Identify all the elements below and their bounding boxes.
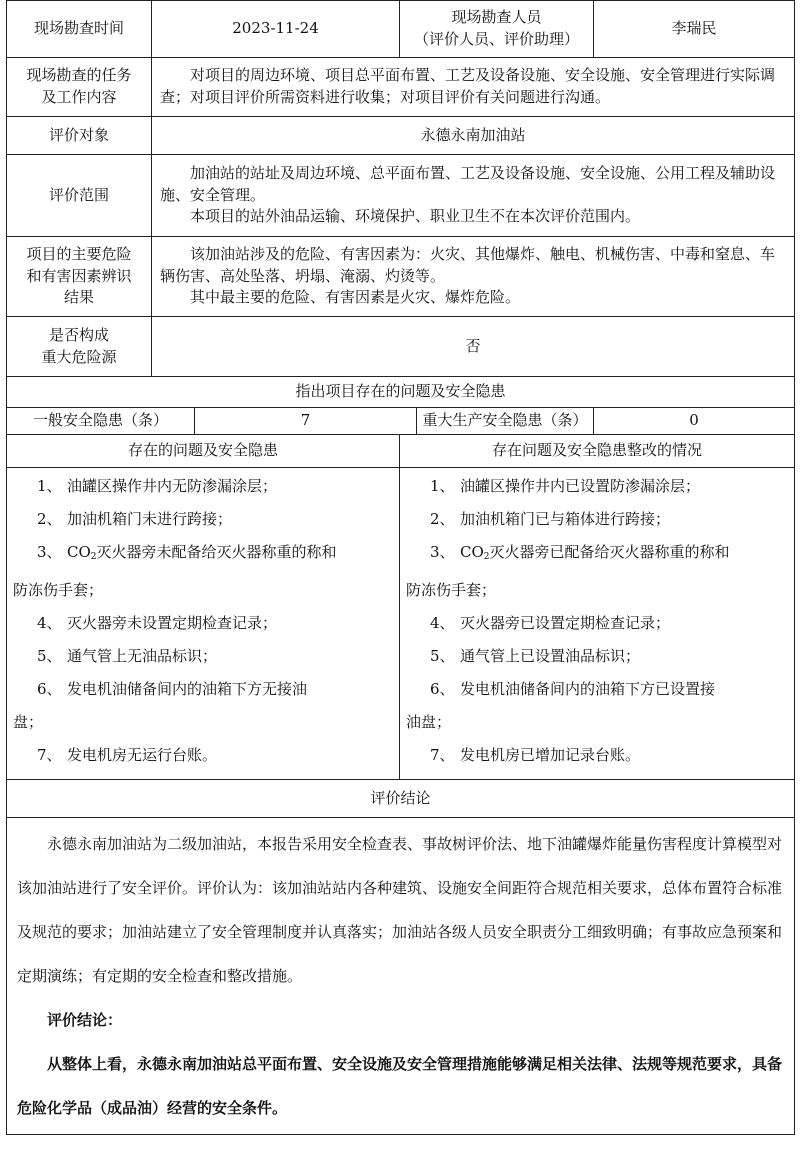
problems-list xyxy=(7,468,400,780)
major-source-value: 否 xyxy=(152,317,795,377)
problem-item: 7、 发电机房无运行台账。 xyxy=(37,746,218,764)
major-hazard-value: 0 xyxy=(594,408,795,435)
general-hazard-label: 一般安全隐患（条） xyxy=(7,408,195,435)
survey-time-value: 2023-11-24 xyxy=(152,1,400,58)
hazards-text-cell xyxy=(152,237,795,317)
conclusion-subhead: 评价结论： xyxy=(47,1011,123,1029)
rectification-item: 2、 加油机箱门已与箱体进行跨接； xyxy=(430,510,671,528)
evaluation-sheet xyxy=(6,0,794,1135)
major-source-label-line1: 是否构成 xyxy=(48,325,109,344)
personnel-label-line2: （评价人员、评价助理） xyxy=(414,30,580,48)
hazards-label-line1: 项目的主要危险 xyxy=(26,244,132,263)
object-label: 评价对象 xyxy=(7,117,152,155)
hazards-label-line3: 结果 xyxy=(63,288,94,307)
personnel-label-line1: 现场勘查人员 xyxy=(451,8,542,27)
conclusion-text: 永德永南加油站为二级加油站，本报告采用安全检查表、事故树评价法、地下油罐爆炸能量伤害程度计算模型对该加油站进行了安全评价。评价认为：该加油站站内各种建筑、设施安全间距符合规范相关要求，总体布置符合标准及规范的要求；加油站建立了安全管理制度并认真落实；加油站各级人员安全职责分工细致明确；有事故应急预案和定期演练；有定期的安全检查和整改措施。 xyxy=(17,835,783,985)
conclusion-header-row xyxy=(7,780,795,818)
hazards-row xyxy=(7,237,795,317)
issues-header: 指出项目存在的问题及安全隐患 xyxy=(7,377,795,408)
rectification-item: 6、 发电机油储备间内的油箱下方已设置接 油盘； xyxy=(406,680,716,731)
major-hazard-label: 重大生产安全隐患（条） xyxy=(417,408,594,435)
major-source-row xyxy=(7,317,795,377)
task-text-cell xyxy=(152,58,795,117)
counts-row xyxy=(7,408,795,435)
conclusion-header: 评价结论 xyxy=(7,780,795,818)
rectification-item: 5、 通气管上已设置油品标识； xyxy=(430,647,641,665)
hazards-para-1: 该加油站涉及的危险、有害因素为：火灾、其他爆炸、触电、机械伤害、中毒和窒息、车辆伤害、高处坠落、坍塌、淹溺、灼烫等。 xyxy=(160,244,776,285)
hazards-label-line2: 和有害因素辨识 xyxy=(26,266,132,285)
survey-personnel-value: 李瑞民 xyxy=(594,1,795,58)
scope-para-2: 本项目的站外油品运输、环境保护、职业卫生不在本次评价范围内。 xyxy=(190,207,641,226)
columns-header-row xyxy=(7,435,795,468)
major-source-label xyxy=(7,317,152,377)
task-label-line2: 及工作内容 xyxy=(41,88,117,106)
survey-row xyxy=(7,1,795,58)
survey-personnel-label xyxy=(400,1,594,58)
evaluation-table xyxy=(6,0,795,1135)
problem-item: 2、 加油机箱门未进行跨接； xyxy=(37,510,233,528)
task-row xyxy=(7,58,795,117)
survey-time-label: 现场勘查时间 xyxy=(7,1,152,58)
rectification-column-header: 存在问题及安全隐患整改的情况 xyxy=(400,435,795,468)
task-label-line1: 现场勘查的任务 xyxy=(26,66,132,85)
conclusion-final: 从整体上看，永德永南加油站总平面布置、安全设施及安全管理措施能够满足相关法律、法规等规范要求，具备危险化学品（成品油）经营的安全条件。 xyxy=(17,1055,783,1117)
rectification-item: 3、 $CO_2$灭火器旁已配备给灭火器称重的称和 防冻伤手套； xyxy=(406,543,730,599)
conclusion-body xyxy=(7,818,795,1135)
object-row xyxy=(7,117,795,155)
hazards-para-2: 其中最主要的危险、有害因素是火灾、爆炸危险。 xyxy=(190,288,521,307)
rectification-item: 4、 灭火器旁已设置定期检查记录； xyxy=(430,614,671,632)
rectification-list xyxy=(400,468,795,780)
hazards-label xyxy=(7,237,152,317)
task-text: 对项目的周边环境、项目总平面布置、工艺及设备设施、安全设施、安全管理进行实际调查；对项目评价所需资料进行收集；对项目评价有关问题进行沟通。 xyxy=(160,66,776,106)
object-value: 永德永南加油站 xyxy=(152,117,795,155)
problem-item: 1、 油罐区操作井内无防渗漏涂层； xyxy=(37,477,278,495)
scope-label: 评价范围 xyxy=(7,155,152,237)
scope-row xyxy=(7,155,795,237)
problem-item: 6、 发电机油储备间内的油箱下方无接油 盘； xyxy=(13,680,308,731)
rectification-item: 1、 油罐区操作井内已设置防渗漏涂层； xyxy=(430,477,701,495)
scope-text-cell xyxy=(152,155,795,237)
problems-column-header: 存在的问题及安全隐患 xyxy=(7,435,400,468)
issues-header-row xyxy=(7,377,795,408)
general-hazard-value: 7 xyxy=(195,408,417,435)
scope-para-1: 加油站的站址及周边环境、总平面布置、工艺及设备设施、安全设施、公用工程及辅助设施、安全管理。 xyxy=(160,163,776,204)
problem-item: 3、 $CO_2$灭火器旁未配备给灭火器称重的称和 防冻伤手套； xyxy=(13,543,337,599)
rectification-item: 7、 发电机房已增加记录台账。 xyxy=(430,746,641,764)
issues-lists-row xyxy=(7,468,795,780)
problem-item: 5、 通气管上无油品标识； xyxy=(37,647,218,665)
major-source-label-line2: 重大危险源 xyxy=(41,347,117,366)
task-label xyxy=(7,58,152,117)
conclusion-row xyxy=(7,818,795,1135)
problem-item: 4、 灭火器旁未设置定期检查记录； xyxy=(37,614,278,632)
